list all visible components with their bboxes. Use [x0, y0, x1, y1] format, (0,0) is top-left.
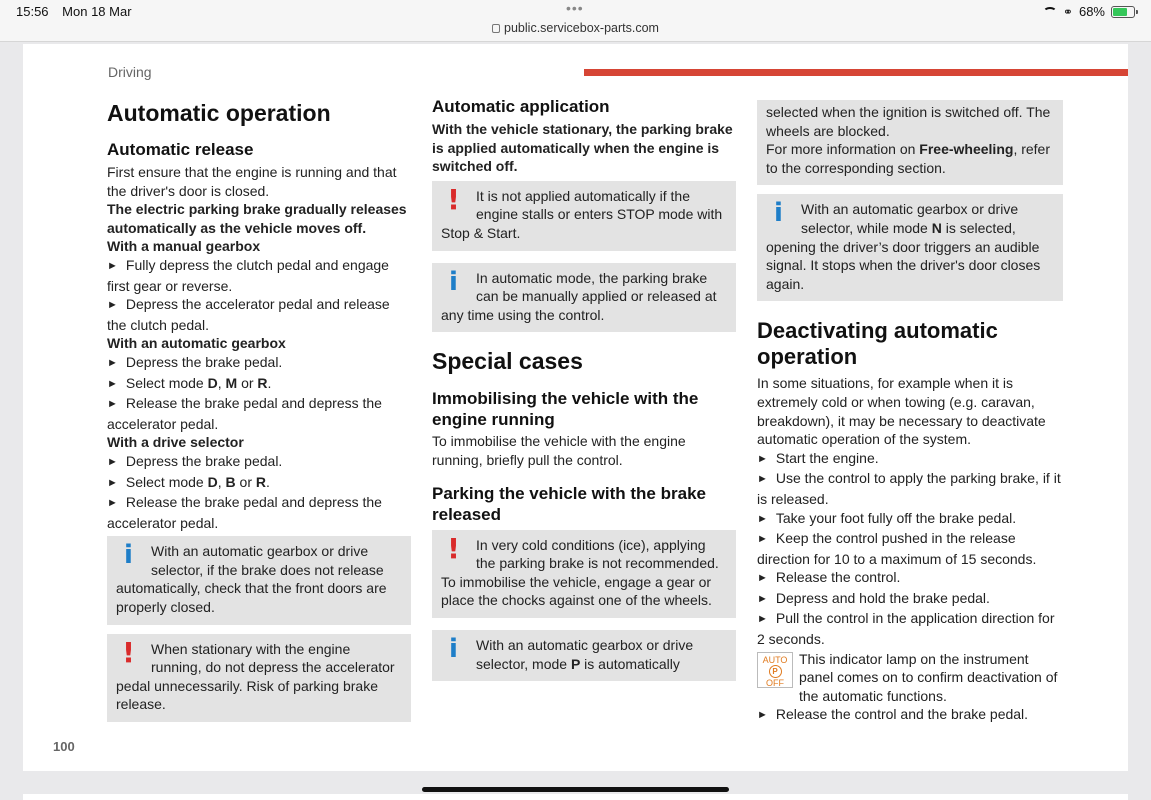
- auto-step-1: ► Depress the brake pedal.: [107, 353, 411, 374]
- info-box-manual-mode: [432, 263, 736, 333]
- auto-step-2: ► Select mode D, M or R.: [107, 374, 411, 395]
- drive-step-1: ► Depress the brake pedal.: [107, 452, 411, 473]
- continuation-text: selected when the ignition is switched off. The wheels are blocked.: [766, 104, 1051, 139]
- deactivate-step-3: ► Take your foot fully off the brake pedal.: [757, 509, 1063, 530]
- lock-icon: [492, 24, 500, 33]
- auto-p-off-lamp-icon: AUTO P OFF: [757, 652, 793, 688]
- warning-box-text-1: In very cold conditions (ice), applying the parking brake is not recommended.: [476, 536, 719, 572]
- section-label: Driving: [108, 64, 152, 80]
- headphones-icon: ⚭: [1062, 4, 1073, 19]
- info-box-text: With an automatic gearbox or drive selector, if the brake does not release automatically, check that the front doors are properly closed.: [116, 543, 387, 616]
- paragraph-gradual-release: The electric parking brake gradually releases automatically as the vehicle moves off.: [107, 201, 407, 236]
- title-deactivating-automatic: Deactivating automatic operation: [757, 318, 998, 370]
- link-free-wheeling: Free-wheeling: [919, 141, 1014, 158]
- battery-fill: [1113, 8, 1127, 16]
- paragraph-applied-automatically: With the vehicle stationary, the parking brake is applied automatically when the engine is switched off.: [432, 121, 733, 175]
- warning-icon: [447, 539, 460, 559]
- status-date: Mon 18 Mar: [62, 4, 132, 19]
- info-box-continuation: selected when the ignition is switched off. The wheels are blocked. For more information on Free-wheeling, refer to the corresponding section.: [757, 100, 1063, 185]
- status-time: 15:56: [16, 4, 49, 19]
- warning-icon: [122, 643, 135, 663]
- paragraph-immobilise: To immobilise the vehicle with the engine running, briefly pull the control.: [432, 433, 686, 468]
- wifi-icon: [1043, 7, 1057, 17]
- manual-step-1: ► Fully depress the clutch pedal and engage first gear or reverse.: [107, 256, 411, 295]
- url-text: public.servicebox-parts.com: [504, 21, 659, 35]
- info-icon: [122, 545, 135, 565]
- page-number: 100: [53, 739, 75, 754]
- info-box-mode-p: i With an automatic gearbox or drive selector, mode P is automatically: [432, 630, 736, 681]
- deactivate-step-7: ► Pull the control in the application direction for 2 seconds.: [757, 609, 1063, 648]
- deactivate-step-5: ► Release the control.: [757, 568, 1063, 589]
- heading-parking-released: Parking the vehicle with the brake released: [432, 483, 706, 524]
- auto-step-3: ► Release the brake pedal and depress the accelerator pedal.: [107, 394, 411, 433]
- heading-immobilising: Immobilising the vehicle with the engine running: [432, 389, 699, 430]
- indicator-lamp-note: [757, 650, 1063, 706]
- document-page: [23, 44, 1128, 771]
- paragraph-some-situations: In some situations, for example when it is extremely cold or when towing (e.g. caravan, breakdown), it may be necessary to deactivate automatic operation of the system.: [757, 375, 1046, 448]
- drive-step-2: ► Select mode D, B or R.: [107, 473, 411, 494]
- column-2: [432, 96, 736, 681]
- info-icon: [447, 639, 460, 659]
- deactivate-step-final: ► Release the control and the brake pedal.: [757, 705, 1063, 726]
- status-time-date: [16, 4, 142, 19]
- status-bar: [0, 0, 1151, 42]
- drive-step-3: ► Release the brake pedal and depress the accelerator pedal.: [107, 493, 411, 532]
- info-icon: [772, 203, 785, 223]
- column-3: [757, 100, 1063, 726]
- deactivate-step-1: ► Start the engine.: [757, 449, 1063, 470]
- home-indicator[interactable]: [422, 787, 729, 792]
- warning-box-text-2: To immobilise the vehicle, engage a gear or place the chocks against one of the wheels.: [441, 573, 712, 609]
- warning-box-accelerator: [107, 634, 411, 722]
- battery-icon: [1111, 6, 1135, 18]
- warning-box-text: It is not applied automatically if the engine stalls or enters STOP mode with Stop & Start.: [441, 187, 723, 241]
- deactivate-step-4: ► Keep the control pushed in the release direction for 10 to a maximum of 15 seconds.: [757, 529, 1063, 568]
- title-special-cases: Special cases: [432, 348, 583, 375]
- warning-icon: [447, 190, 460, 210]
- multitasking-dots-icon[interactable]: •••: [566, 0, 584, 16]
- status-indicators: [1043, 4, 1135, 19]
- heading-automatic-release: Automatic release: [107, 140, 254, 159]
- info-icon: [447, 272, 460, 292]
- column-1: [107, 96, 411, 722]
- next-page-edge: [23, 794, 1128, 800]
- warning-box-stalls: [432, 181, 736, 251]
- title-automatic-operation: Automatic operation: [107, 100, 331, 126]
- heading-automatic-application: Automatic application: [432, 97, 610, 116]
- info-box-mode-n: i With an automatic gearbox or drive selector, while mode N is selected, opening the driver’s door triggers an audible signal. It stops when the driver's door closes again.: [757, 194, 1063, 301]
- heading-manual-gearbox: With a manual gearbox: [107, 238, 261, 255]
- warning-box-cold-conditions: [432, 530, 736, 618]
- battery-percent: 68%: [1078, 4, 1105, 19]
- warning-box-text: When stationary with the engine running, do not depress the accelerator pedal unnecessarily. Risk of parking brake release.: [116, 640, 395, 713]
- section-accent-bar: [584, 69, 1128, 76]
- paragraph-engine-running: First ensure that the engine is running and that the driver's door is closed.: [107, 164, 397, 199]
- info-box-front-doors: [107, 536, 411, 624]
- heading-automatic-gearbox: With an automatic gearbox: [107, 335, 286, 352]
- heading-drive-selector: With a drive selector: [107, 434, 244, 451]
- deactivate-step-2: ► Use the control to apply the parking brake, if it is released.: [757, 469, 1063, 508]
- manual-step-2: ► Depress the accelerator pedal and release the clutch pedal.: [107, 295, 411, 334]
- indicator-lamp-text: This indicator lamp on the instrument panel comes on to confirm deactivation of the automatic functions.: [799, 650, 1058, 704]
- address-bar[interactable]: [0, 21, 1151, 35]
- info-box-text: In automatic mode, the parking brake can be manually applied or released at any time using the control.: [441, 269, 717, 323]
- deactivate-step-6: ► Depress and hold the brake pedal.: [757, 589, 1063, 610]
